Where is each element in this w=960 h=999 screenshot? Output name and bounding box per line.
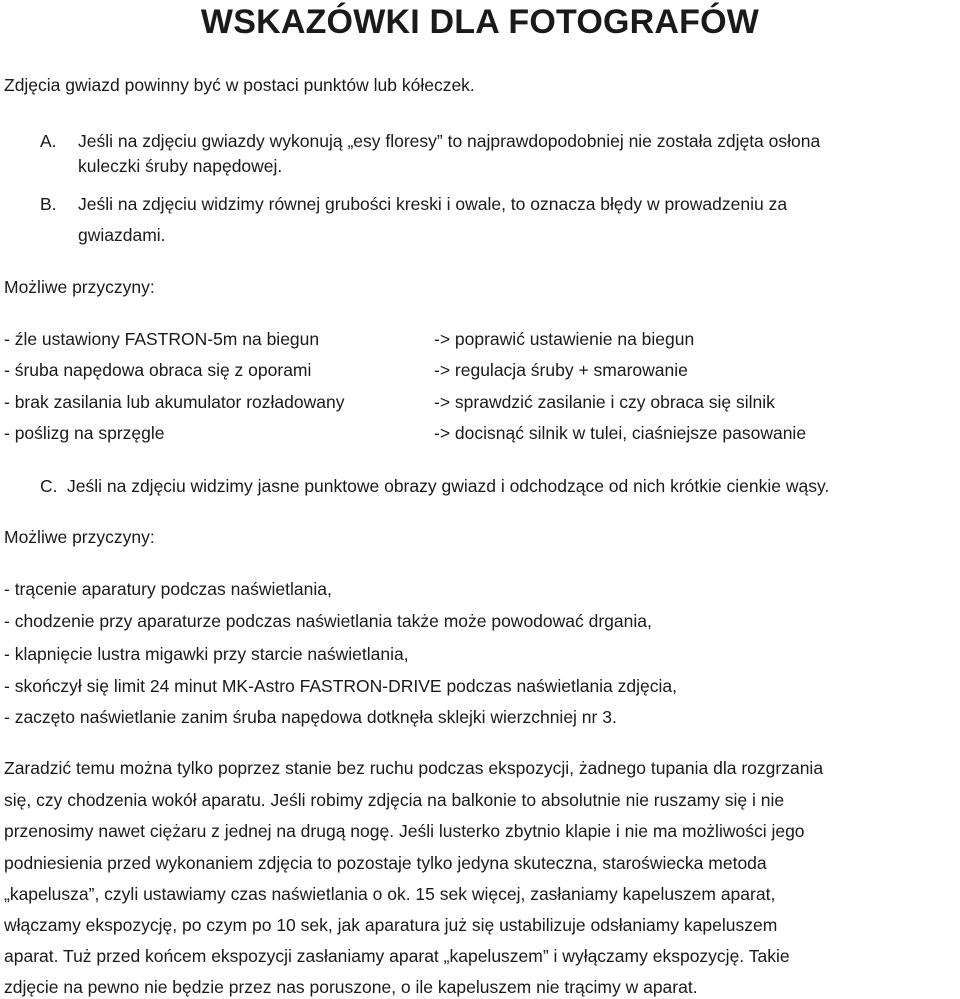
cause-text: - poślizg na sprzęgle [4,423,165,443]
list-item: - skończył się limit 24 minut MK-Astro FASTRON-DRIVE podczas naświetlania zdjęcia, [4,676,677,696]
list-item: - zaczęto naświetlanie zanim śruba napędowa dotknęła sklejki wierzchniej nr 3. [4,707,617,727]
remedy-line: przenosimy nawet ciężaru z jednej na drugą nogę. Jeśli lusterko zbytnio klapie i nie ma możliwości jego [4,821,805,841]
intro-text: Zdjęcia gwiazd powinny być w postaci punktów lub kółeczek. [4,75,475,95]
fix-text: -> sprawdzić zasilanie i czy obraca się silnik [434,392,775,412]
cause-row [4,422,956,444]
item-c-text: Jeśli na zdjęciu widzimy jasne punktowe obrazy gwiazd i odchodzące od nich krótkie cienkie wąsy. [67,476,830,496]
remedy-line: się, czy chodzenia wokół aparatu. Jeśli robimy zdjęcia na balkonie to absolutnie nie ruszamy się i nie [4,790,785,810]
remedy-line: „kapelusza”, czyli ustawiamy czas naświetlania o ok. 15 sek więcej, zasłaniamy kapeluszem aparat, [4,884,776,904]
cause-row [4,328,956,350]
remedy-line: podniesienia przed wykonaniem zdjęcia to pozostaje tylko jedyna skuteczna, staroświecka metoda [4,853,767,873]
page-title: WSKAZÓWKI DLA FOTOGRAFÓW [200,3,760,41]
cause-text: - brak zasilania lub akumulator rozładowany [4,392,345,412]
cause-text: - źle ustawiony FASTRON-5m na biegun [4,329,320,349]
causes-heading-2: Możliwe przyczyny: [4,527,155,547]
fix-text: -> regulacja śruby + smarowanie [434,360,688,380]
remedy-line: Zaradzić temu można tylko poprzez stanie bez ruchu podczas ekspozycji, żadnego tupania dla rozgrzania [4,758,824,778]
item-b-line-1: Jeśli na zdjęciu widzimy równej grubości kreski i owale, to oznacza błędy w prowadzeniu za [78,194,788,214]
item-b-line-2: gwiazdami. [78,225,166,245]
cause-text: - śruba napędowa obraca się z oporami [4,360,312,380]
fix-text: -> docisnąć silnik w tulei, ciaśniejsze pasowanie [434,423,807,443]
item-b-marker: B. [40,194,57,214]
cause-row [4,391,956,413]
cause-row [4,359,956,381]
remedy-line: aparat. Tuż przed końcem ekspozycji zasłaniamy aparat „kapeluszem” i wyłączamy ekspozycję. Takie [4,946,790,966]
item-c-marker: C. [40,476,58,496]
list-item: - trącenie aparatury podczas naświetlania, [4,579,332,599]
fix-text: -> poprawić ustawienie na biegun [434,329,695,349]
remedy-line: zdjęcie na pewno nie będzie przez nas poruszone, o ile kapeluszem nie trącimy w aparat. [4,977,698,997]
causes-heading-1: Możliwe przyczyny: [4,277,155,297]
list-item: - klapnięcie lustra migawki przy starcie naświetlania, [4,644,409,664]
remedy-line: włączamy ekspozycję, po czym po 10 sek, jak aparatura już się ustabilizuje odsłaniamy kapeluszem [4,915,778,935]
item-a-line-2: kuleczki śruby napędowej. [78,156,283,176]
item-a-line-1: Jeśli na zdjęciu gwiazdy wykonują „esy floresy” to najprawdopodobniej nie została zdjęta osłona [78,131,821,151]
list-item: - chodzenie przy aparaturze podczas naświetlania także może powodować drgania, [4,611,652,631]
item-a-marker: A. [40,131,57,151]
